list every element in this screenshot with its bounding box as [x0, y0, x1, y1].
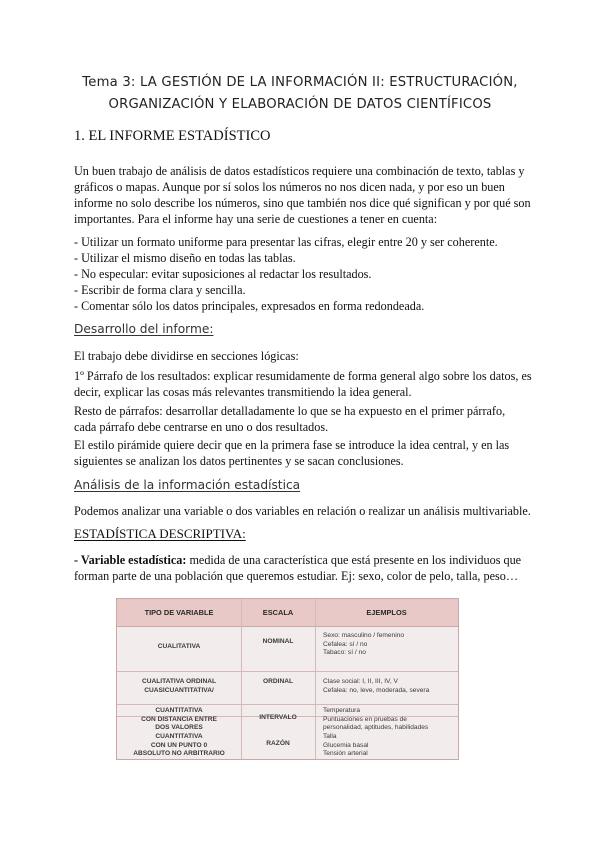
cell-line: CON DISTANCIA ENTRE [141, 715, 217, 723]
desarrollo-p3 [74, 403, 534, 435]
cell-line: ORDINAL [262, 678, 294, 685]
cell-line: CUANTITATIVA [155, 733, 203, 740]
intro-line: gráficos o mapas. Aunque por sí solos los números no nos dicen nada, y por eso un buen [74, 180, 505, 194]
paragraph-line: decir, explicar las cosas más relevantes transmitiendo la idea general. [74, 385, 412, 399]
cell-line: Clase social: I, II, III, IV, V [323, 678, 398, 685]
paragraph-line: cada párrafo debe centrarse en uno o dos resultados. [74, 420, 329, 434]
intro-line: informe no solo describe los números, sino que también nos dice qué significan y por qué son [74, 196, 531, 210]
paragraph-line: El estilo pirámide quiere decir que en la primera fase se introduce la idea central, y en las [74, 438, 510, 452]
term-definition: medida de una característica que está presente en los individuos que [186, 553, 522, 567]
table-cell-examples [323, 733, 461, 759]
list-item: - No especular: evitar suposiciones al redactar los resultados. [74, 267, 372, 281]
cell-line: Cefalea: sí / no [323, 640, 368, 648]
paragraph-line [74, 552, 534, 568]
cell-line: Tensión arterial [323, 750, 368, 758]
table-cell-scale [241, 740, 315, 749]
row-divider [117, 704, 458, 705]
list-item: - Escribir de forma clara y sencilla. [74, 283, 246, 297]
descriptiva-heading: ESTADÍSTICA DESCRIPTIVA: [74, 526, 246, 541]
table-header [117, 599, 458, 627]
table-cell-scale [241, 714, 315, 723]
cell-line: Glucemia basal [323, 741, 369, 749]
cell-line: Talla [323, 733, 337, 740]
table-cell-examples [323, 678, 461, 695]
paragraph-line: El trabajo debe dividirse en secciones lógicas: [74, 349, 299, 363]
cell-line: NOMINAL [262, 638, 294, 645]
cell-line: Tabaco: sí / no [323, 649, 366, 657]
list-item: - Utilizar el mismo diseño en todas las tablas. [74, 251, 296, 265]
cell-line: CUASICUANTITATIVA/ [144, 686, 214, 694]
guidelines-list [74, 234, 544, 314]
list-item: - Utilizar un formato uniforme para presentar las cifras, elegir entre 20 y ser coherente. [74, 235, 498, 249]
cell-line: Puntuaciones en pruebas de [323, 715, 407, 723]
analisis-paragraph [74, 503, 534, 519]
table-cell-type [117, 707, 241, 733]
desarrollo-heading: Desarrollo del informe: [74, 322, 214, 336]
header-examples: EJEMPLOS [366, 608, 407, 617]
table-cell-type [117, 643, 241, 652]
variable-definition [74, 552, 534, 584]
cell-line: DOS VALORES [155, 724, 203, 732]
cell-line: CUANTITATIVA [155, 707, 203, 714]
header-scale: ESCALA [262, 608, 294, 617]
cell-line: Sexo: masculino / femenino [323, 632, 404, 639]
paragraph-line: siguientes se analizan los datos pertinentes y se sacan conclusiones. [74, 454, 404, 468]
title-line-2: ORGANIZACIÓN Y ELABORACIÓN DE DATOS CIENTÍFICOS [108, 97, 492, 112]
intro-line: importantes. Para el informe hay una serie de cuestiones a tener en cuenta: [74, 212, 438, 226]
row-divider [117, 671, 458, 672]
list-item: - Comentar sólo los datos principales, expresados en forma redondeada. [74, 299, 425, 313]
intro-paragraph [74, 163, 534, 227]
term-bold: - Variable estadística: [74, 553, 187, 567]
desarrollo-p4 [74, 437, 534, 469]
table-cell-type [117, 733, 241, 759]
header-type: TIPO DE VARIABLE [144, 608, 214, 617]
column-divider [315, 599, 316, 759]
cell-line: Cefalea: no, leve, moderada, severa [323, 686, 430, 694]
cell-line: ABSOLUTO NO ARBITRARIO [133, 750, 225, 758]
table-cell-examples [323, 632, 461, 658]
paragraph-line: 1º Párrafo de los resultados: explicar resumidamente de forma general algo sobre los datos, es [74, 369, 532, 383]
cell-line: personalidad, aptitudes, habilidades [323, 724, 429, 732]
variable-types-table [116, 598, 459, 760]
table-cell-scale [241, 678, 315, 687]
title-line-1: Tema 3: LA GESTIÓN DE LA INFORMACIÓN II: ESTRUCTURACIÓN, [82, 75, 518, 90]
paragraph-line: Podemos analizar una variable o dos variables en relación o realizar un análisis multivariable. [74, 504, 531, 518]
table-cell-examples [323, 707, 461, 733]
page-title [40, 72, 560, 116]
cell-line: CUALITATIVA [157, 643, 201, 650]
cell-line: Temperatura [323, 707, 361, 714]
section-heading: 1. EL INFORME ESTADÍSTICO [74, 128, 271, 144]
desarrollo-p2 [74, 368, 534, 400]
table-cell-type [117, 678, 241, 695]
cell-line: CUALITATIVA ORDINAL [141, 678, 217, 685]
cell-line: INTERVALO [259, 714, 297, 721]
paragraph-line: forman parte de una población que queremos estudiar. Ej: sexo, color de pelo, talla, peso… [74, 569, 519, 583]
cell-line: CON UN PUNTO 0 [150, 741, 208, 749]
table-cell-scale [241, 638, 315, 647]
desarrollo-p1 [74, 348, 534, 364]
intro-line: Un buen trabajo de análisis de datos estadísticos requiere una combinación de texto, tablas y [74, 164, 525, 178]
paragraph-line: Resto de párrafos: desarrollar detalladamente lo que se ha expuesto en el primer párrafo, [74, 404, 506, 418]
cell-line: RAZÓN [266, 740, 290, 747]
analisis-heading: Análisis de la información estadística [74, 478, 301, 492]
